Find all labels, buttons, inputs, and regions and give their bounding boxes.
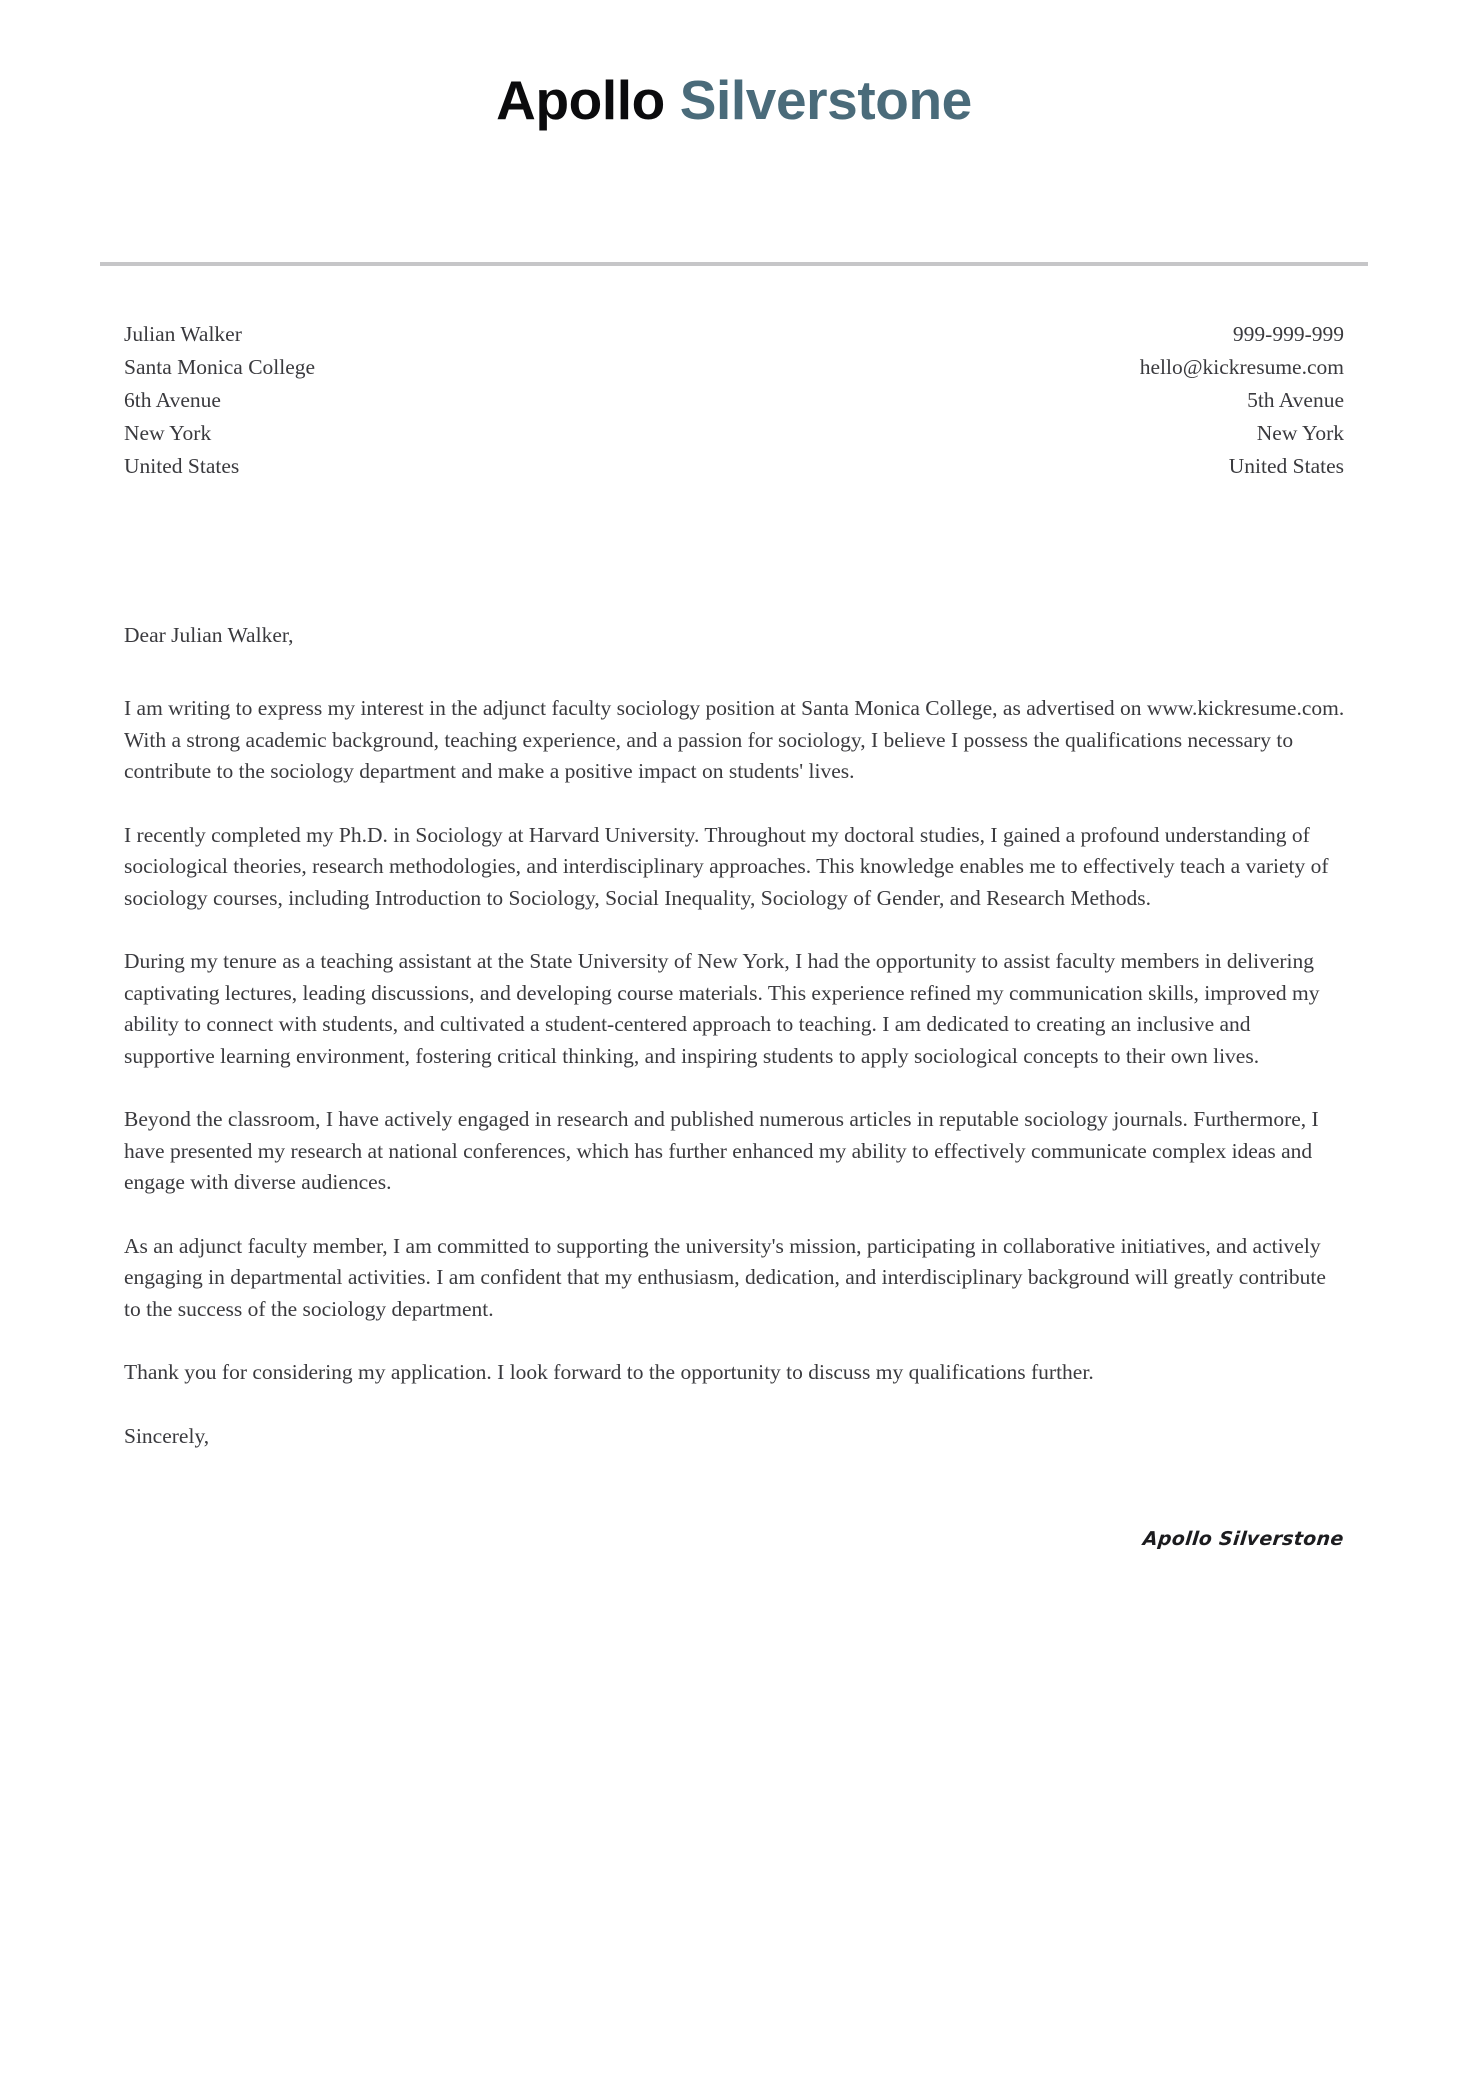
address-block bbox=[124, 318, 1344, 483]
name-space bbox=[665, 69, 680, 131]
recipient-line: Julian Walker bbox=[124, 322, 242, 346]
letter-paragraph: As an adjunct faculty member, I am committed to supporting the university's mission, participating in collaborative initiatives, and actively engaging in departmental activities. I am confident that my enthusiasm, dedication, and interdisciplinary background will greatly contribute to the success of the sociology department. bbox=[124, 1233, 1326, 1321]
salutation: Dear Julian Walker, bbox=[124, 623, 294, 647]
letter-paragraph: I recently completed my Ph.D. in Sociology at Harvard University. Throughout my doctoral studies, I gained a profound understanding of sociological theories, research methodologies, and interdisciplinary approaches. This knowledge enables me to effectively teach a variety of sociology courses, including Introduction to Sociology, Social Inequality, Sociology of Gender, and Research Methods. bbox=[124, 822, 1329, 910]
recipient-line: 6th Avenue bbox=[124, 388, 221, 412]
signature-area bbox=[124, 1528, 1344, 1550]
sender-phone: 999-999-999 bbox=[1232, 322, 1344, 346]
letter-paragraph: Beyond the classroom, I have actively engaged in research and published numerous articles in reputable sociology journals. Furthermore, I have presented my research at national conferences, which has further enhanced my ability to effectively communicate complex ideas and engage with diverse audiences. bbox=[124, 1107, 1319, 1194]
sender-country: United States bbox=[1228, 454, 1344, 478]
sender-email: hello@kickresume.com bbox=[1139, 355, 1344, 379]
name-first: Apollo bbox=[496, 68, 665, 131]
name-last: Silverstone bbox=[679, 68, 972, 131]
letter-paragraph: I am writing to express my interest in the adjunct faculty sociology position at Santa Monica College, as advertised on www.kickresume.com. With a strong academic background, teaching experience, and a passion for sociology, I believe I possess the qualifications necessary to contribute to the sociology department and make a positive impact on students' lives. bbox=[124, 696, 1345, 783]
sender-city: New York bbox=[1256, 421, 1344, 445]
closing-line: Sincerely, bbox=[124, 1423, 210, 1448]
letter-paragraph: Thank you for considering my application. I look forward to the opportunity to discuss my qualifications further. bbox=[124, 1360, 1094, 1384]
sender-contact bbox=[1140, 318, 1344, 483]
page-title bbox=[496, 68, 972, 131]
letter-body bbox=[124, 620, 1346, 1452]
letter-paragraph: During my tenure as a teaching assistant at the State University of New York, I had the opportunity to assist faculty members in delivering captivating lectures, leading discussions, and developing course materials. This experience refined my communication skills, improved my ability to connect with students, and cultivated a student-centered approach to teaching. I am dedicated to creating an inclusive and supportive learning environment, fostering critical thinking, and inspiring students to apply sociological concepts to their own lives. bbox=[124, 949, 1320, 1068]
header-divider bbox=[100, 262, 1368, 266]
recipient-line: United States bbox=[124, 454, 240, 478]
recipient-line: New York bbox=[124, 421, 212, 445]
recipient-line: Santa Monica College bbox=[124, 355, 316, 379]
letterhead bbox=[0, 0, 1468, 200]
recipient-address bbox=[124, 318, 315, 483]
signature: Apollo Silverstone bbox=[1142, 1528, 1346, 1550]
sender-street: 5th Avenue bbox=[1247, 388, 1344, 412]
